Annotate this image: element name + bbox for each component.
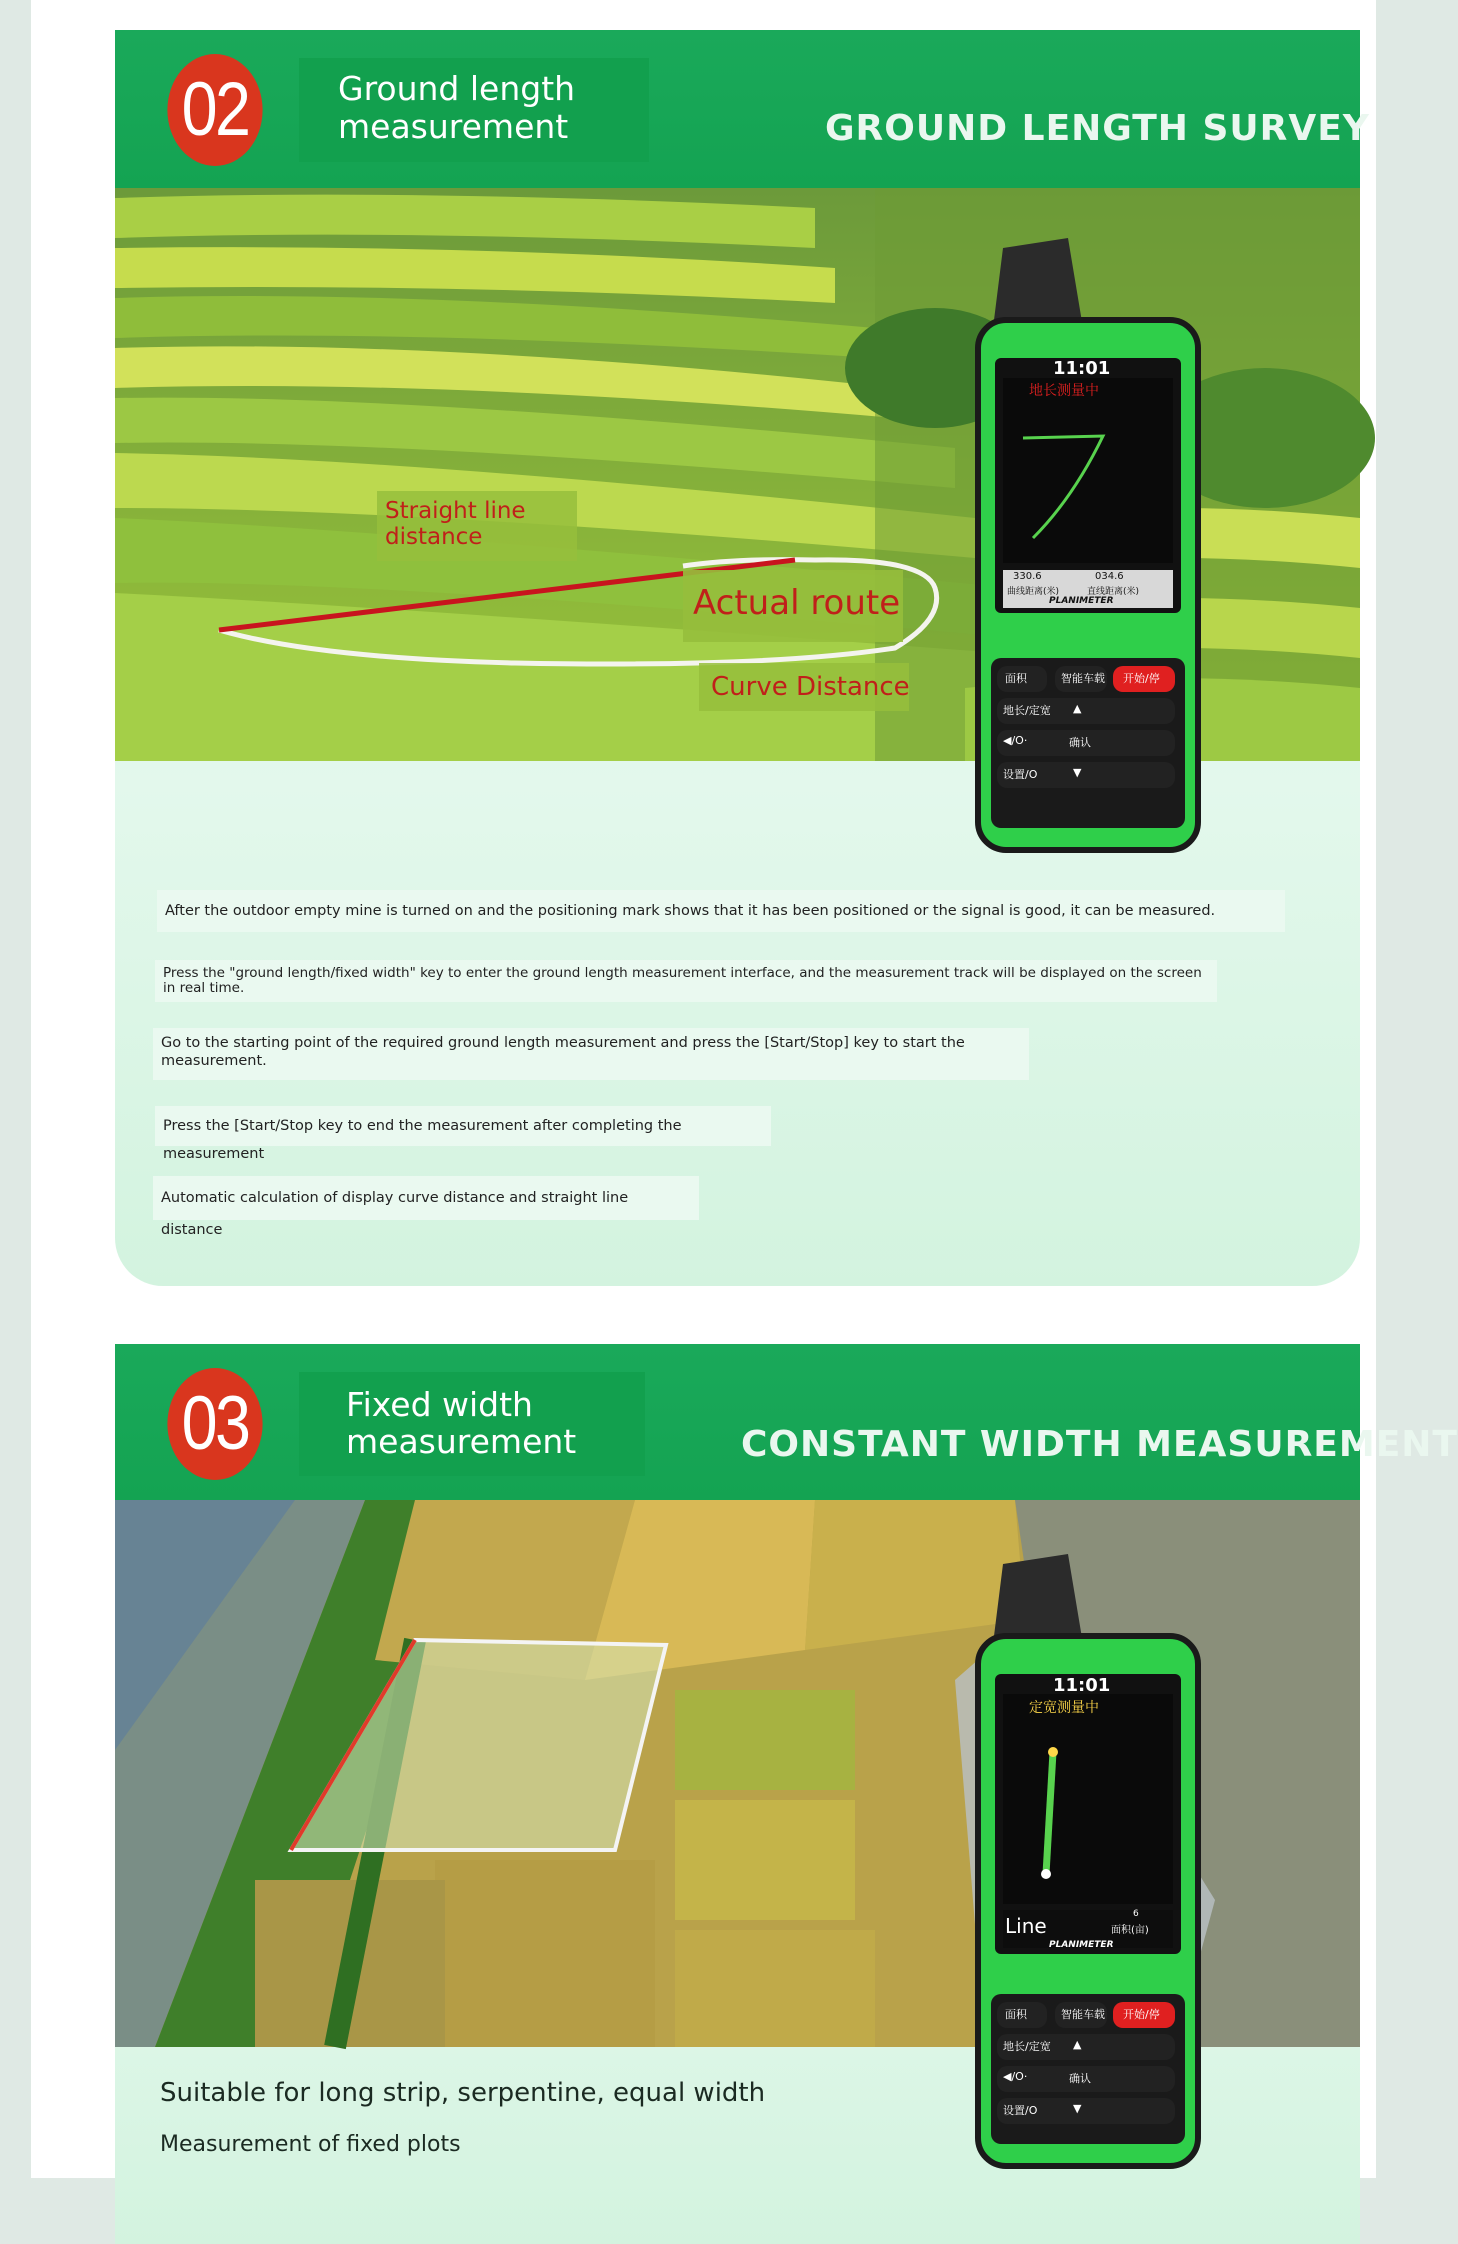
page-background [31, 0, 1458, 2178]
key-length-width[interactable]: 地长/定宽 [1003, 704, 1051, 717]
key-area[interactable]: 面积 [1005, 672, 1027, 685]
section-number-badge: 02 [167, 54, 262, 166]
area-label: 面积(亩) [1111, 1925, 1149, 1936]
key-settings[interactable]: 设置/O [1003, 768, 1038, 781]
device-time: 11:01 [1053, 358, 1111, 379]
section-number-badge: 03 [167, 1368, 262, 1480]
key-down[interactable]: ▼ [1073, 766, 1082, 779]
english-title: GROUND LENGTH SURVEY [825, 108, 1370, 149]
title-line-1: Fixed width [346, 1385, 533, 1424]
subtitle-line-1: Suitable for long strip, serpentine, equal width [160, 2078, 766, 2108]
planimeter-device [973, 238, 1203, 858]
subtitle-line-2: Measurement of fixed plots [160, 2132, 461, 2157]
curve-distance-label: Curve Distance [711, 672, 910, 702]
curve-label: 曲线距离(米) [1007, 587, 1060, 597]
straight-line-label-1: Straight line [385, 498, 526, 524]
key-left[interactable]: ◀/O· [1003, 734, 1028, 747]
key-start-stop[interactable]: 开始/停 [1123, 2008, 1160, 2021]
title-line-2: measurement [338, 107, 569, 146]
key-down[interactable]: ▼ [1073, 2102, 1082, 2115]
device-brand: PLANIMETER [1049, 596, 1114, 606]
title-line-2: measurement [346, 1422, 577, 1461]
note-2: Press the "ground length/fixed width" key to enter the ground length measurement interface, and the measurement track will be displayed on the screen in real time. [155, 960, 1217, 1002]
key-confirm[interactable]: 确认 [1069, 2072, 1091, 2085]
key-settings[interactable]: 设置/O [1003, 2104, 1038, 2117]
straight-label: 直线距离(米) [1087, 587, 1140, 597]
ground-length-card [115, 30, 1370, 1286]
key-up[interactable]: ▲ [1073, 702, 1082, 715]
english-title: CONSTANT WIDTH MEASUREMENT [741, 1424, 1458, 1465]
straight-line-label-2: distance [385, 524, 483, 550]
note-4: Press the [Start/Stop key to end the measurement after completing the measurement [155, 1106, 771, 1146]
key-length-width[interactable]: 地长/定宽 [1003, 2040, 1051, 2053]
straight-value: 034.6 [1095, 571, 1124, 582]
device-mode: 地长测量中 [1029, 383, 1099, 399]
note-3: Go to the starting point of the required ground length measurement and press the [Start/Stop] key to start the measurement. [153, 1028, 1029, 1080]
title-line-1: Ground length [338, 69, 576, 108]
actual-route-label: Actual route [693, 583, 901, 623]
section-header [115, 1344, 1458, 1500]
note-1: After the outdoor empty mine is turned on and the positioning mark shows that it has been positioned or the signal is good, it can be measured. [157, 890, 1285, 932]
key-left[interactable]: ◀/O· [1003, 2070, 1028, 2083]
planimeter-device [973, 1554, 1203, 2174]
note-5: Automatic calculation of display curve distance and straight line distance [153, 1176, 699, 1220]
key-start-stop[interactable]: 开始/停 [1123, 672, 1160, 685]
curve-value: 330.6 [1013, 571, 1042, 582]
key-smart-car[interactable]: 智能车载 [1061, 2008, 1105, 2021]
key-smart-car[interactable]: 智能车载 [1061, 672, 1105, 685]
area-value: 6 [1133, 1909, 1139, 1919]
key-confirm[interactable]: 确认 [1069, 736, 1091, 749]
line-label: Line [1005, 1914, 1047, 1938]
fixed-width-card [115, 1344, 1458, 2244]
section-header [115, 30, 1370, 188]
key-up[interactable]: ▲ [1073, 2038, 1082, 2051]
key-area[interactable]: 面积 [1005, 2008, 1027, 2021]
device-mode: 定宽测量中 [1029, 1700, 1099, 1716]
device-brand: PLANIMETER [1049, 1940, 1114, 1950]
device-time: 11:01 [1053, 1675, 1111, 1696]
